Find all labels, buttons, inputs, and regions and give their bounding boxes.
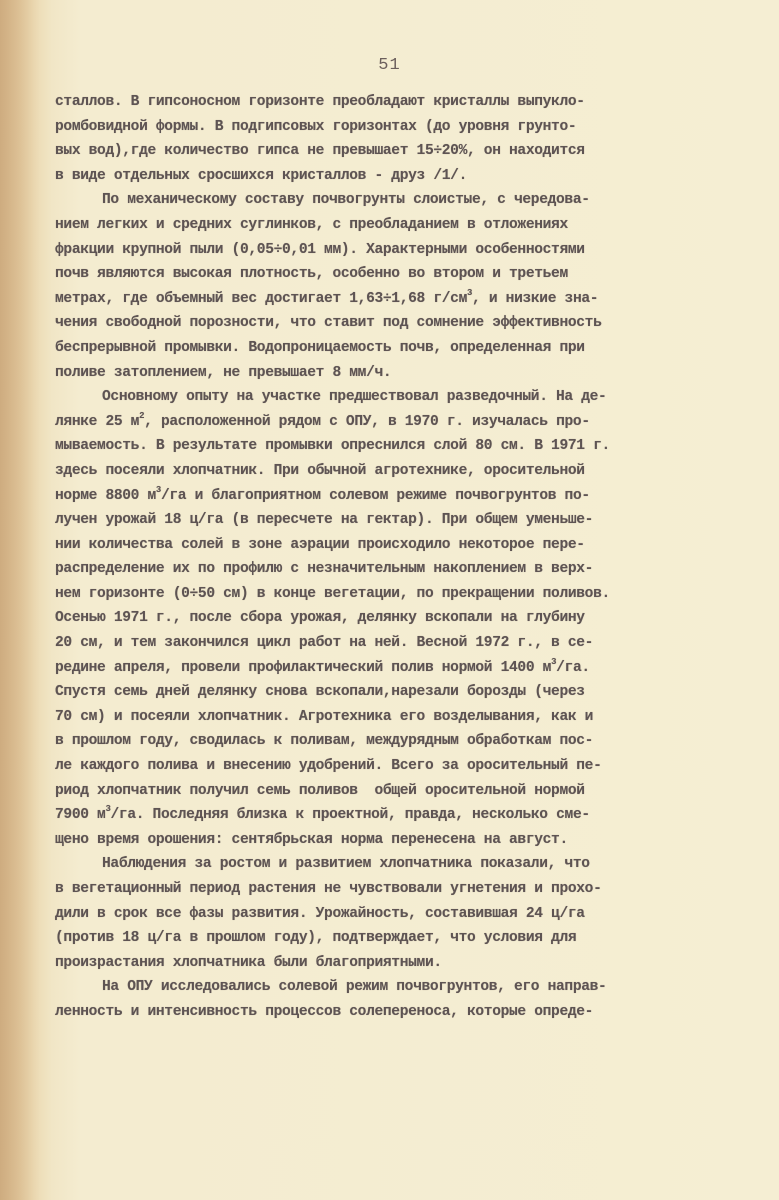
text-line — [55, 533, 755, 558]
text-line — [55, 705, 755, 730]
text-line — [55, 238, 755, 263]
text-line — [55, 508, 755, 533]
text-line-content: в прошлом году, сводилась к поливам, междурядным обработкам пос- — [55, 733, 594, 750]
text-line — [55, 926, 755, 951]
text-line-content: дили в срок все фазы развития. Урожайность, составившая 24 ц/га — [55, 905, 585, 922]
text-line-content: нием легких и средних суглинков, с преобладанием в отложениях — [55, 216, 568, 233]
text-line — [55, 656, 755, 681]
text-line-content: 7900 м — [55, 807, 106, 824]
text-line — [55, 484, 755, 509]
text-line-content: ромбовидной формы. В подгипсовых горизонтах (до уровня грунто- — [55, 118, 577, 135]
superscript: 3 — [105, 804, 111, 815]
text-line — [55, 434, 755, 459]
text-line — [55, 729, 755, 754]
text-line-content: норме 8800 м — [55, 487, 156, 504]
page-spine-shadow — [0, 0, 40, 1200]
text-line-content: 70 см) и посеяли хлопчатник. Агротехника его возделывания, как и — [55, 708, 594, 725]
text-line — [55, 680, 755, 705]
superscript: 3 — [551, 656, 557, 667]
text-line — [55, 90, 755, 115]
text-line — [55, 459, 755, 484]
text-line — [55, 213, 755, 238]
text-line-content: фракции крупной пыли (0,05÷0,01 мм). Характерными особенностями — [55, 241, 585, 258]
text-line-content: лучен урожай 18 ц/га (в пересчете на гектар). При общем уменьше- — [55, 512, 594, 529]
text-line-content: /га. Последняя близка к проектной, правда, несколько сме- — [110, 807, 590, 824]
text-line-content: в вегетационный период растения не чувствовали угнетения и прохо- — [55, 881, 602, 897]
text-line-content: беспрерывной промывки. Водопроницаемость почв, определенная при — [55, 339, 585, 356]
text-line-content: метрах, где объемный вес достигает 1,63÷1,68 г/см — [55, 290, 467, 307]
text-line-content: почв являются высокая плотность, особенно во втором и третьем — [55, 266, 568, 283]
superscript: 3 — [155, 484, 161, 495]
text-line — [55, 582, 755, 607]
text-line — [55, 877, 755, 902]
body-text — [55, 90, 755, 1025]
text-line — [55, 311, 755, 336]
text-line-content: нии количества солей в зоне аэрации происходило некоторое пере- — [55, 536, 585, 553]
text-line — [55, 754, 755, 779]
text-line — [55, 336, 755, 361]
text-line-content: чения свободной порозности, что ставит под сомнение эффективность — [55, 315, 602, 332]
superscript: 3 — [466, 287, 473, 298]
text-line — [55, 164, 755, 189]
text-line-content: произрастания хлопчатника были благоприятными. — [55, 954, 442, 971]
text-line-content: в виде отдельных сросшихся кристаллов - друз /1/. — [55, 167, 467, 184]
page-number: 51 — [378, 56, 401, 75]
text-line — [55, 410, 755, 435]
text-line-content: здесь посеяли хлопчатник. При обычной агротехнике, оросительной — [55, 462, 585, 479]
text-line — [55, 115, 755, 140]
text-line — [55, 631, 755, 656]
text-line — [55, 975, 755, 1000]
text-line-content: Основному опыту на участке предшествовал разведочный. На де- — [102, 389, 607, 406]
text-line — [55, 606, 755, 631]
text-line-content: /га и благоприятном солевом режиме почвогрунтов по- — [160, 487, 590, 504]
text-line — [55, 361, 755, 386]
text-line — [55, 779, 755, 804]
text-line-content: поливе затоплением, не превышает 8 мм/ч. — [55, 364, 392, 381]
text-line-content: ле каждого полива и внесению удобрений. Всего за оросительный пе- — [55, 758, 602, 775]
text-line-content: распределение их по профилю с незначительным накоплением в верх- — [55, 561, 594, 578]
text-line — [55, 902, 755, 927]
text-line-content: риод хлопчатник получил семь поливов общей оросительной нормой — [55, 782, 585, 799]
text-line-content: сталлов. В гипсоносном горизонте преобладают кристаллы выпукло- — [55, 94, 585, 110]
superscript: 2 — [139, 410, 145, 421]
text-line-content: (против 18 ц/га в прошлом году), подтверждает, что условия для — [55, 930, 577, 947]
text-line — [55, 385, 755, 410]
text-line — [55, 1000, 755, 1025]
text-line-content: Наблюдения за ростом и развитием хлопчатника показали, что — [102, 856, 590, 873]
text-line-content: щено время орошения: сентябрьская норма перенесена на август. — [55, 831, 568, 848]
text-line-content: /га. — [556, 659, 590, 676]
text-line — [55, 803, 755, 828]
text-line-content: Спустя семь дней делянку снова вскопали,нарезали борозды (через — [55, 684, 585, 701]
text-line — [55, 188, 755, 213]
text-line-content: вых вод),где количество гипса не превышает 15÷20%, он находится — [55, 143, 585, 160]
text-line — [55, 139, 755, 164]
text-line — [55, 262, 755, 287]
text-line-content: мываемость. В результате промывки опреснился слой 80 см. В 1971 г. — [55, 438, 610, 455]
text-line-content: редине апреля, провели профилактический полив нормой 1400 м — [55, 659, 552, 676]
text-line-content: Осенью 1971 г., после сбора урожая, делянку вскопали на глубину — [55, 610, 585, 627]
text-line-content: , и низкие зна- — [472, 290, 599, 307]
text-line-content: ленность и интенсивность процессов солепереноса, которые опреде- — [55, 1003, 594, 1020]
text-line — [55, 828, 755, 853]
text-line — [55, 557, 755, 582]
text-line-content: лянке 25 м — [55, 413, 140, 430]
text-line-content: 20 см, и тем закончился цикл работ на ней. Весной 1972 г., в се- — [55, 635, 594, 652]
text-line — [55, 951, 755, 976]
text-line-content: нем горизонте (0÷50 см) в конце вегетации, по прекращении поливов. — [55, 585, 610, 602]
text-line-content: На ОПУ исследовались солевой режим почвогрунтов, его направ- — [102, 979, 607, 996]
text-line — [55, 852, 755, 877]
text-line-content: , расположенной рядом с ОПУ, в 1970 г. изучалась про- — [144, 413, 590, 430]
text-line-content: По механическому составу почвогрунты слоистые, с чередова- — [102, 192, 590, 209]
text-line — [55, 287, 755, 312]
